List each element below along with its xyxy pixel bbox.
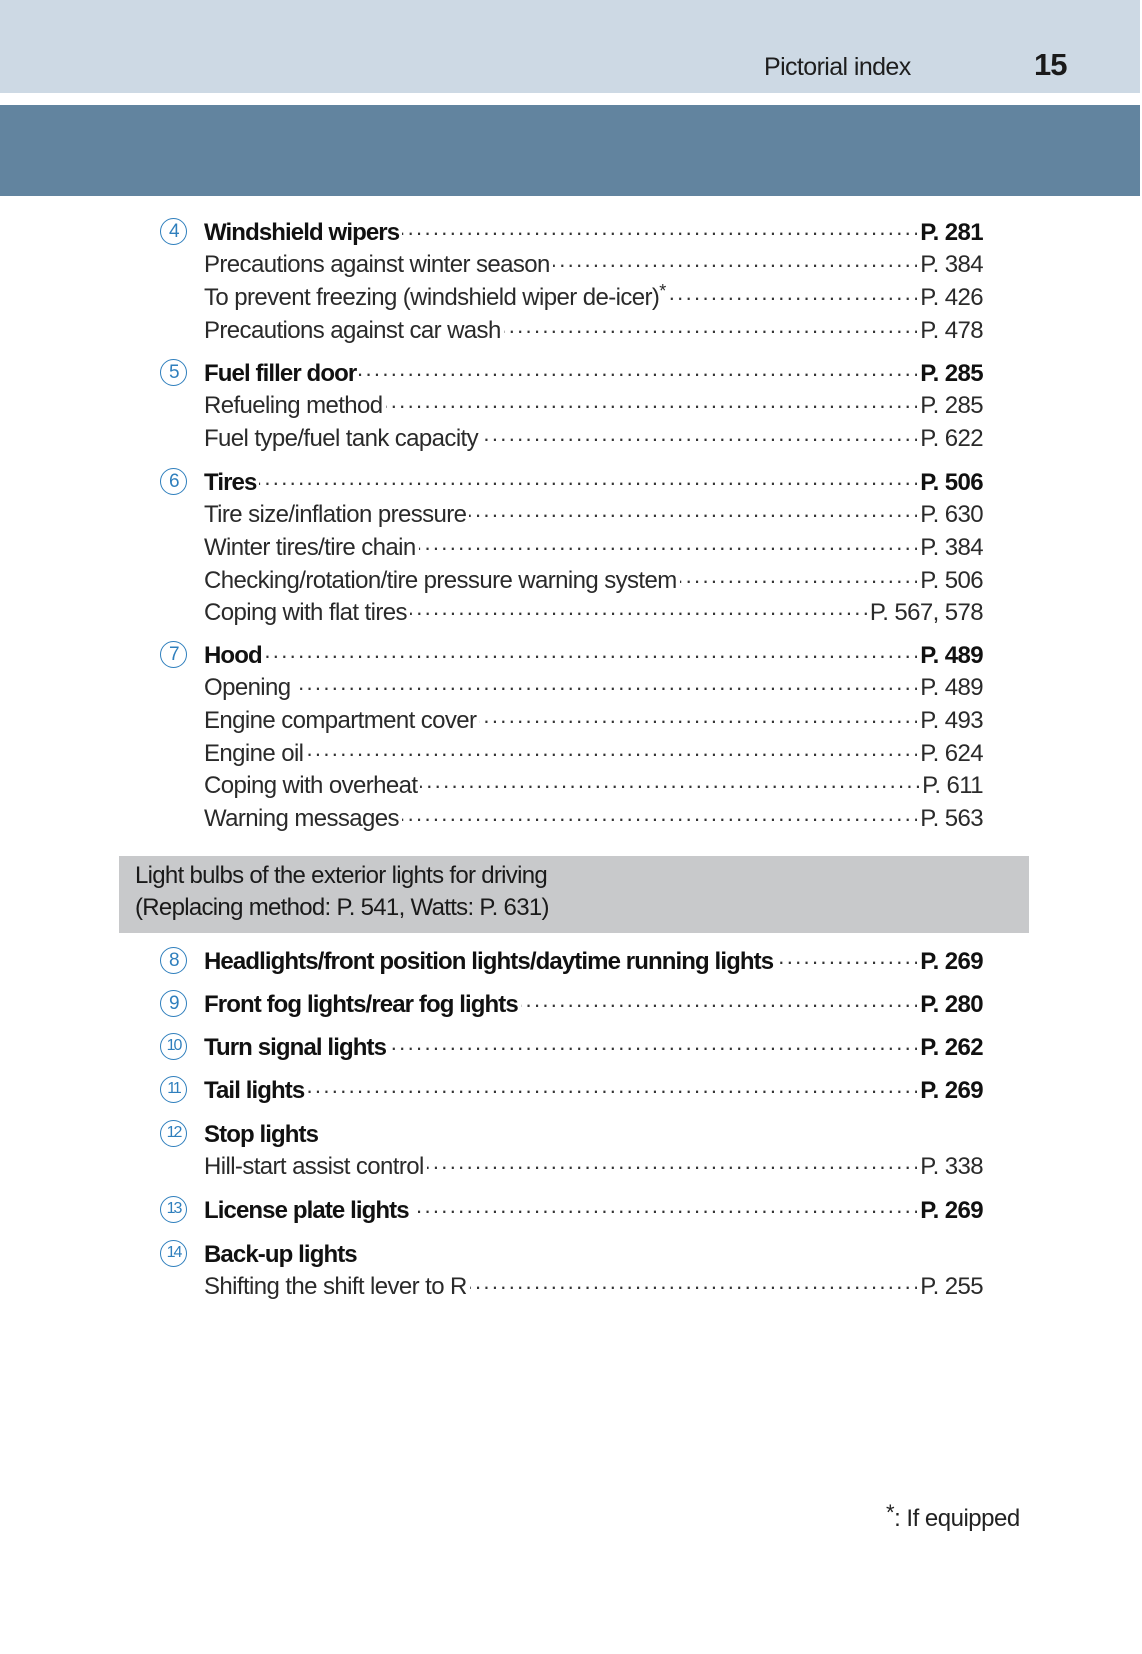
entry-label: Shifting the shift lever to R bbox=[204, 1273, 467, 1301]
circled-number-icon: 13 bbox=[160, 1196, 187, 1223]
page-reference-link[interactable]: P. 489 bbox=[920, 641, 983, 669]
index-entry-sub[interactable] bbox=[160, 800, 983, 833]
entry-label: Precautions against winter season bbox=[204, 251, 550, 279]
dot-leader bbox=[386, 392, 918, 416]
entry-label: Checking/rotation/tire pressure warning system bbox=[204, 566, 677, 594]
index-entry-main[interactable] bbox=[160, 637, 983, 670]
dot-leader bbox=[479, 707, 917, 731]
index-entry-main[interactable] bbox=[160, 464, 983, 497]
index-entry-sub[interactable] bbox=[160, 529, 983, 562]
entry-label: Windshield wipers bbox=[204, 218, 400, 246]
entry-label: Headlights/front position lights/daytime running lights bbox=[204, 947, 774, 975]
circled-number-icon: 8 bbox=[160, 947, 187, 974]
dot-leader bbox=[359, 360, 917, 384]
index-entry-sub[interactable] bbox=[160, 279, 983, 312]
index-entry-main[interactable] bbox=[160, 355, 983, 388]
dot-leader bbox=[294, 674, 918, 698]
index-entry-sub[interactable] bbox=[160, 497, 983, 530]
entry-label: Precautions against car wash bbox=[204, 316, 501, 344]
entry-label: Coping with overheat bbox=[204, 772, 418, 800]
entry-label: License plate lights bbox=[204, 1196, 409, 1224]
dot-leader bbox=[410, 599, 867, 623]
dot-leader bbox=[259, 469, 917, 493]
entry-label: Fuel type/fuel tank capacity bbox=[204, 425, 479, 453]
dot-leader bbox=[389, 1034, 917, 1058]
dot-leader bbox=[412, 1197, 918, 1221]
page-reference-link[interactable]: P. 338 bbox=[920, 1153, 983, 1181]
circled-number-icon: 11 bbox=[160, 1076, 187, 1103]
page-reference-link[interactable]: P. 563 bbox=[920, 805, 983, 833]
index-group-windshield-wipers bbox=[160, 214, 983, 345]
index-entry-main[interactable] bbox=[160, 1029, 983, 1062]
page-reference-link[interactable]: P. 285 bbox=[920, 392, 983, 420]
dot-leader bbox=[553, 251, 918, 275]
entry-label: Turn signal lights bbox=[204, 1033, 387, 1061]
circled-number-icon: 10 bbox=[160, 1033, 187, 1060]
dot-leader bbox=[470, 1273, 918, 1297]
entry-label: Fuel filler door bbox=[204, 359, 357, 387]
entry-label: Stop lights bbox=[204, 1120, 319, 1148]
index-entry-sub[interactable] bbox=[160, 312, 983, 345]
page-reference-link[interactable]: P. 489 bbox=[920, 674, 983, 702]
page-reference-link[interactable]: P. 506 bbox=[920, 468, 983, 496]
circled-number-icon: 14 bbox=[160, 1240, 187, 1267]
index-entry-sub[interactable] bbox=[160, 735, 983, 768]
dot-leader bbox=[402, 219, 917, 243]
index-group-license-plate-lights bbox=[160, 1192, 983, 1225]
page-reference-link[interactable]: P. 478 bbox=[920, 316, 983, 344]
dot-leader bbox=[265, 642, 918, 666]
entry-label: Coping with flat tires bbox=[204, 599, 407, 627]
dot-leader bbox=[419, 534, 918, 558]
index-group-back-up-lights bbox=[160, 1236, 983, 1301]
page-reference-link[interactable]: P. 630 bbox=[920, 501, 983, 529]
circled-number-icon: 6 bbox=[160, 468, 187, 495]
page-reference-link[interactable]: P. 280 bbox=[920, 990, 983, 1018]
index-group-turn-signal-lights bbox=[160, 1029, 983, 1062]
circled-number-icon: 9 bbox=[160, 990, 187, 1017]
index-entry-main[interactable] bbox=[160, 1072, 983, 1105]
index-entry-sub[interactable] bbox=[160, 670, 983, 703]
entry-label: Hill-start assist control bbox=[204, 1153, 424, 1181]
dot-leader bbox=[504, 317, 918, 341]
dot-leader bbox=[521, 991, 917, 1015]
index-entry-sub[interactable] bbox=[160, 702, 983, 735]
page-reference-link[interactable]: P. 269 bbox=[920, 1076, 983, 1104]
dot-leader bbox=[669, 284, 918, 308]
dot-leader bbox=[776, 948, 917, 972]
index-entry-sub[interactable] bbox=[160, 1149, 983, 1182]
page-reference-link[interactable]: P. 493 bbox=[920, 707, 983, 735]
entry-label: Engine oil bbox=[204, 739, 304, 767]
header-band-light bbox=[0, 0, 1140, 93]
index-entry-sub[interactable] bbox=[160, 562, 983, 595]
page-reference-link[interactable]: P. 285 bbox=[920, 359, 983, 387]
page-reference-link[interactable]: P. 567, 578 bbox=[869, 599, 983, 627]
index-entry-sub[interactable] bbox=[160, 595, 983, 628]
dot-leader bbox=[307, 1077, 917, 1101]
circled-number-icon: 7 bbox=[160, 641, 187, 668]
page-reference-link[interactable]: P. 262 bbox=[920, 1033, 983, 1061]
index-group-fog-lights bbox=[160, 986, 983, 1019]
entry-label: Front fog lights/rear fog lights bbox=[204, 990, 518, 1018]
page-reference-link[interactable]: P. 281 bbox=[920, 218, 983, 246]
page-reference-link[interactable]: P. 269 bbox=[920, 1196, 983, 1224]
page-reference-link[interactable]: P. 384 bbox=[920, 251, 983, 279]
page-reference-link[interactable]: P. 622 bbox=[920, 425, 983, 453]
index-entry-sub[interactable] bbox=[160, 1269, 983, 1302]
page-reference-link[interactable]: P. 269 bbox=[920, 947, 983, 975]
index-entry-main[interactable] bbox=[160, 943, 983, 976]
index-group-tail-lights bbox=[160, 1072, 983, 1105]
index-entry-main bbox=[160, 1236, 983, 1269]
info-box-subtitle: (Replacing method: P. 541, Watts: P. 631) bbox=[135, 894, 549, 921]
section-title: Pictorial index bbox=[764, 53, 911, 81]
page-reference-link[interactable]: P. 384 bbox=[920, 534, 983, 562]
index-group-stop-lights bbox=[160, 1116, 983, 1181]
index-group-tires bbox=[160, 464, 983, 627]
index-group-fuel-filler-door bbox=[160, 355, 983, 453]
index-group-headlights bbox=[160, 943, 983, 976]
entry-label: Opening bbox=[204, 674, 291, 702]
info-box-title: Light bulbs of the exterior lights for driving bbox=[135, 862, 548, 889]
index-entry-sub[interactable] bbox=[160, 768, 983, 801]
page-number: 15 bbox=[1034, 47, 1067, 82]
index-entry-main[interactable] bbox=[160, 986, 983, 1019]
footnote-if-equipped bbox=[886, 1500, 1020, 1533]
index-group-hood bbox=[160, 637, 983, 833]
entry-label: Tire size/inflation pressure bbox=[204, 501, 467, 529]
if-equipped-asterisk: * bbox=[659, 281, 666, 302]
entry-label: Back-up lights bbox=[204, 1240, 357, 1268]
entry-label: Tail lights bbox=[204, 1076, 305, 1104]
footnote-text: : If equipped bbox=[894, 1505, 1020, 1532]
index-entry-sub[interactable] bbox=[160, 420, 983, 453]
entry-label: Tires bbox=[204, 468, 257, 496]
page-reference-link[interactable]: P. 624 bbox=[920, 739, 983, 767]
index-entry-main[interactable] bbox=[160, 214, 983, 247]
circled-number-icon: 12 bbox=[160, 1120, 187, 1147]
dot-leader bbox=[420, 772, 919, 796]
dot-leader bbox=[680, 567, 918, 591]
index-entry-main[interactable] bbox=[160, 1192, 983, 1225]
circled-number-icon: 4 bbox=[160, 218, 187, 245]
asterisk-icon: * bbox=[886, 1500, 895, 1525]
entry-label: Winter tires/tire chain bbox=[204, 534, 416, 562]
index-entry-sub[interactable] bbox=[160, 247, 983, 280]
index-entry-main bbox=[160, 1116, 983, 1149]
page-reference-link[interactable]: P. 426 bbox=[920, 284, 983, 312]
page-reference-link[interactable]: P. 506 bbox=[920, 566, 983, 594]
page-reference-link[interactable]: P. 255 bbox=[920, 1273, 983, 1301]
entry-label: Engine compartment cover bbox=[204, 707, 477, 735]
entry-label: Refueling method bbox=[204, 392, 383, 420]
dot-leader bbox=[481, 425, 917, 449]
dot-leader bbox=[306, 740, 917, 764]
entry-label: Hood bbox=[204, 641, 262, 669]
header-band-dark bbox=[0, 105, 1140, 196]
index-entry-sub[interactable] bbox=[160, 388, 983, 421]
light-bulbs-info-box bbox=[119, 856, 1029, 933]
page-reference-link[interactable]: P. 611 bbox=[922, 772, 983, 800]
entry-label: To prevent freezing (windshield wiper de-icer)* bbox=[204, 281, 666, 312]
dot-leader bbox=[427, 1153, 918, 1177]
dot-leader bbox=[469, 501, 917, 525]
circled-number-icon: 5 bbox=[160, 359, 187, 386]
dot-leader bbox=[402, 805, 917, 829]
entry-label: Warning messages bbox=[204, 805, 399, 833]
